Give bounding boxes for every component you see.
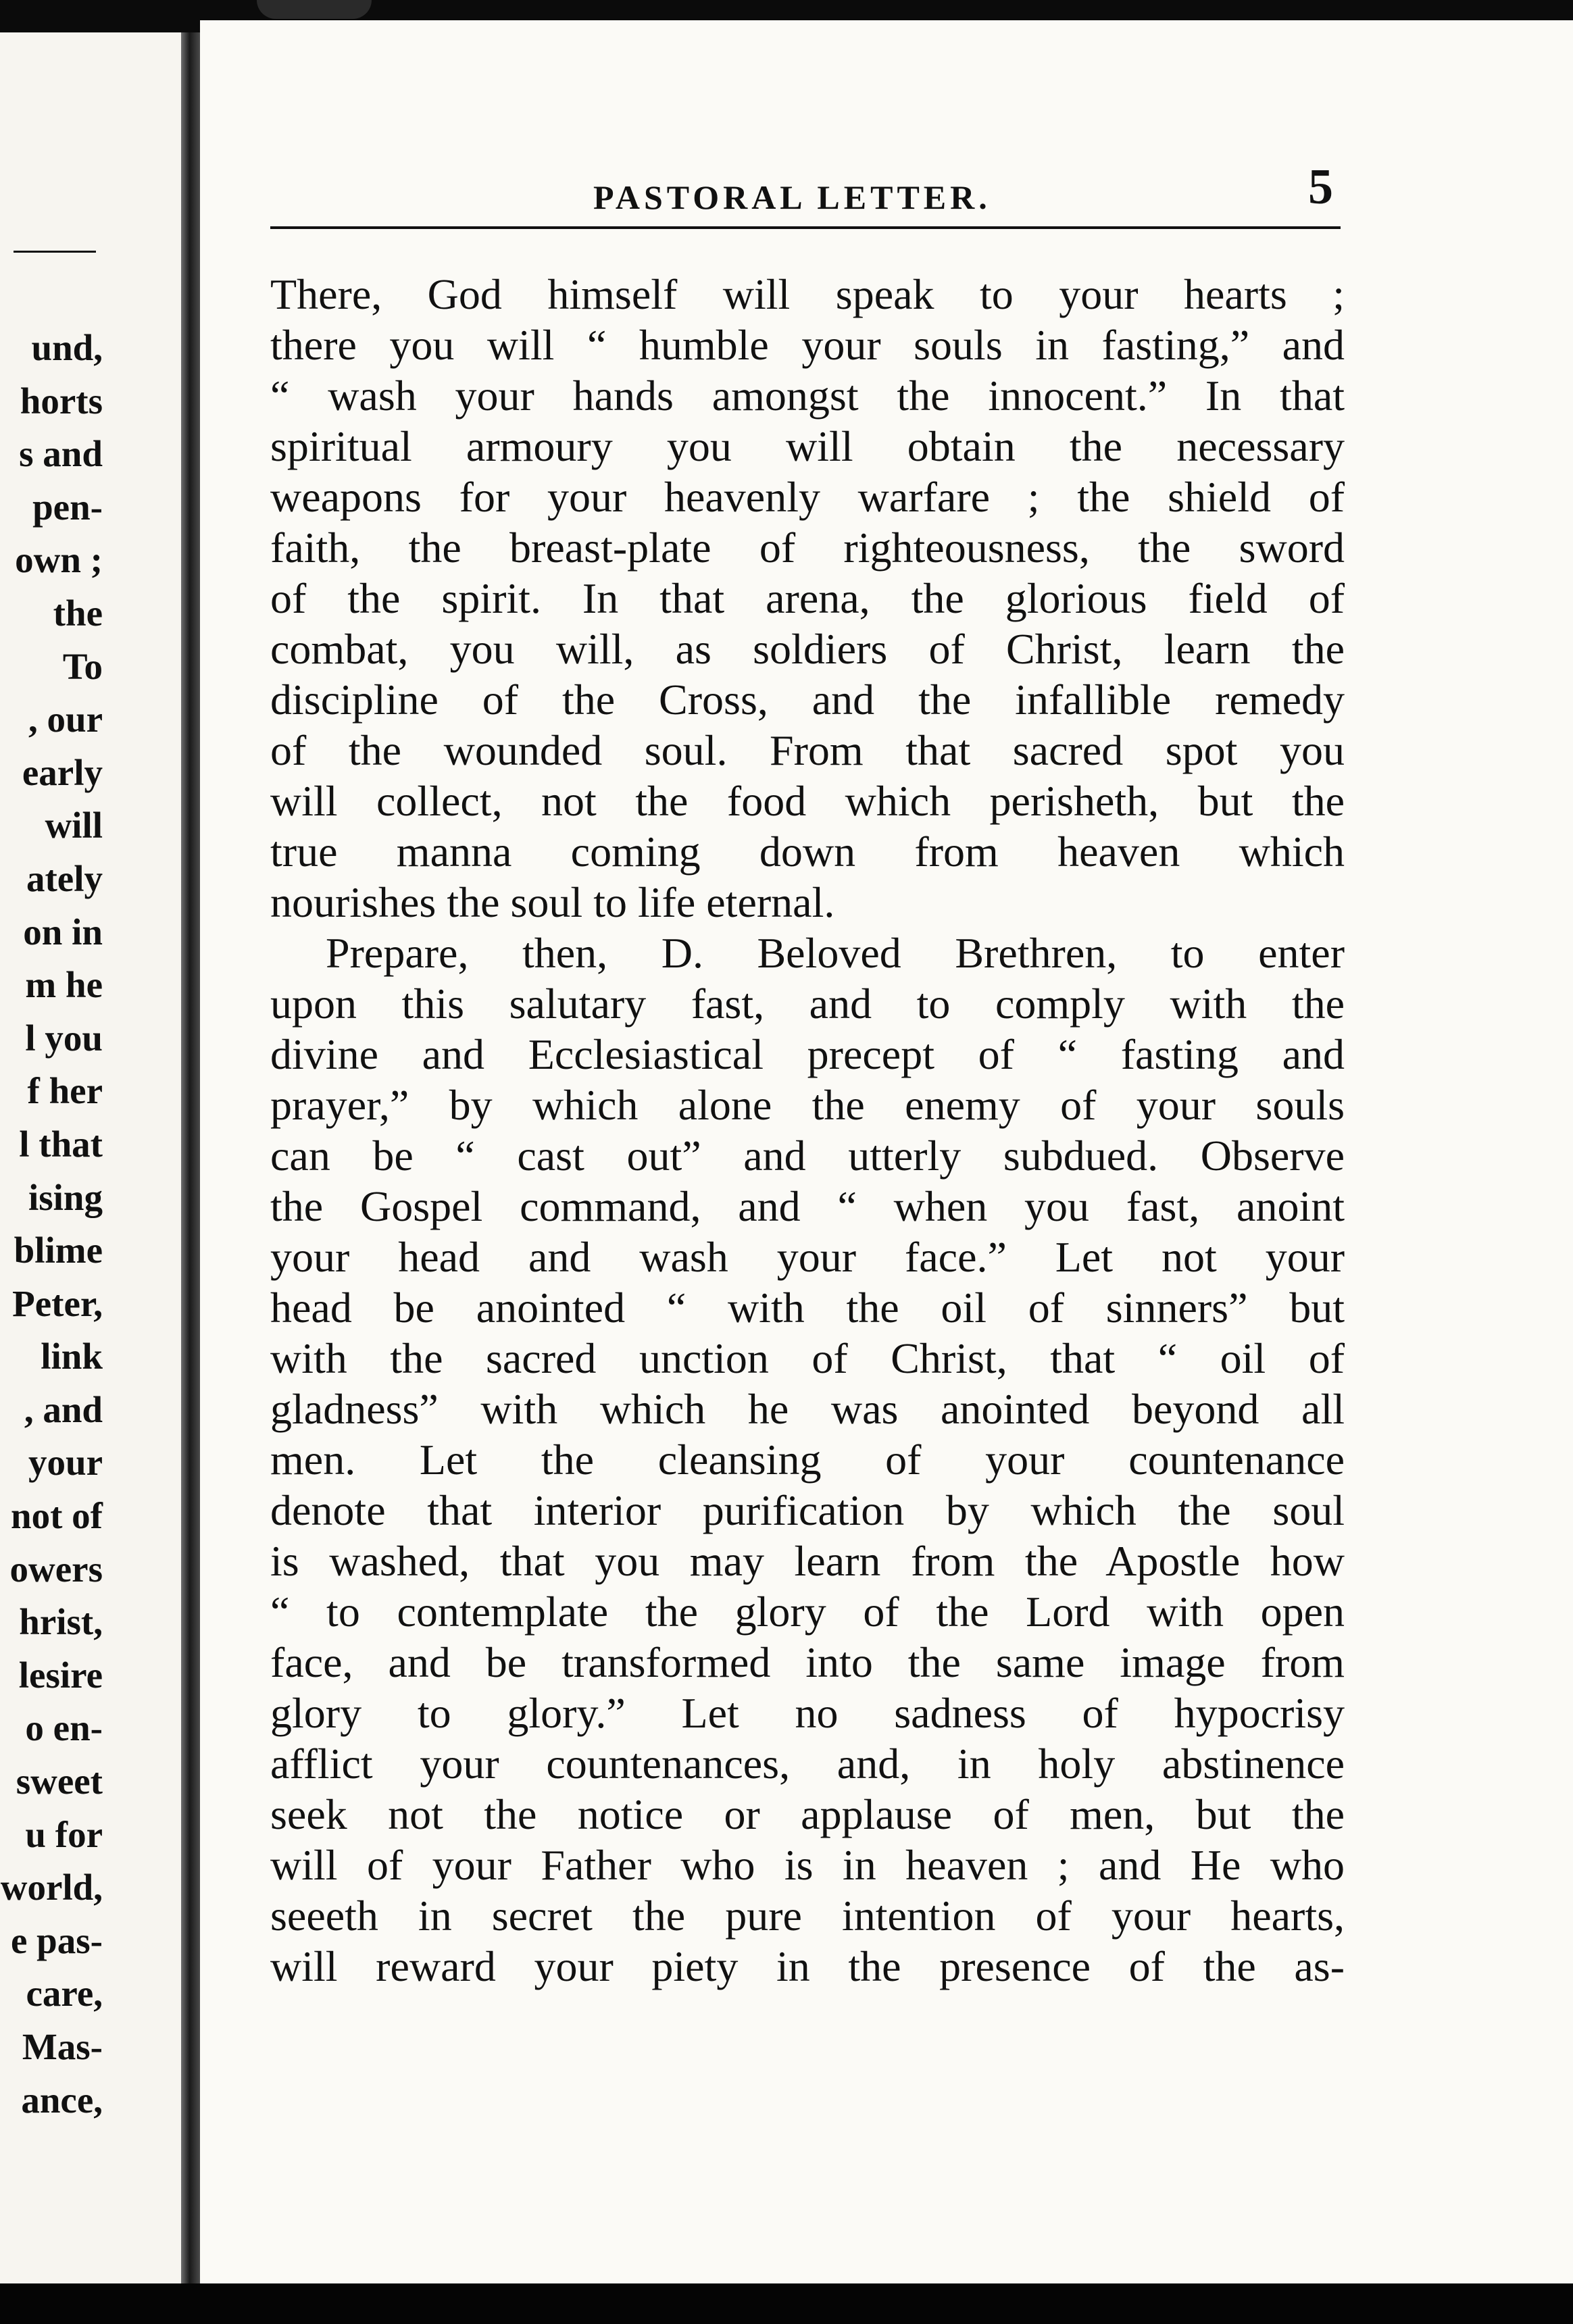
text-line: “ wash your hands amongst the innocent.” In that: [270, 372, 1345, 420]
text-line: will reward your piety in the presence of the as-: [270, 1942, 1345, 1990]
facing-line: e pas-: [11, 1919, 103, 1961]
facing-line: , our: [28, 699, 103, 740]
text-line: combat, you will, as soldiers of Christ, learn the: [270, 625, 1345, 673]
facing-line: m he: [25, 964, 103, 1006]
facing-line: , and: [24, 1388, 103, 1430]
text-line: afflict your countenances, and, in holy abstinence: [270, 1740, 1345, 1788]
facing-line: u for: [25, 1813, 103, 1855]
text-line: upon this salutary fast, and to comply with the: [270, 980, 1345, 1028]
text-line: there you will “ humble your souls in fasting,” and: [270, 321, 1345, 369]
body-text: [270, 269, 1345, 1992]
text-line: can be “ cast out” and utterly subdued. Observe: [270, 1132, 1345, 1180]
text-line: seek not the notice or applause of men, but the: [270, 1790, 1345, 1838]
text-line: discipline of the Cross, and the infallible remedy: [270, 676, 1345, 724]
facing-line: will: [45, 805, 103, 847]
facing-page-text: [0, 322, 103, 2127]
facing-line: link: [41, 1336, 103, 1378]
text-line: “ to contemplate the glory of the Lord with open: [270, 1588, 1345, 1636]
facing-line: Mas-: [22, 2026, 103, 2067]
facing-line: early: [22, 751, 103, 793]
text-line: is washed, that you may learn from the Apostle how: [270, 1537, 1345, 1585]
facing-line: o en-: [25, 1707, 103, 1749]
facing-line: on in: [23, 911, 103, 953]
text-line: spiritual armoury you will obtain the necessary: [270, 422, 1345, 470]
facing-line: horts: [20, 380, 103, 422]
text-line: the Gospel command, and “ when you fast, anoint: [270, 1182, 1345, 1230]
text-line: denote that interior purification by which the soul: [270, 1486, 1345, 1534]
running-head: PASTORAL LETTER.: [593, 178, 991, 216]
facing-line: ately: [26, 857, 103, 899]
facing-line: not of: [11, 1495, 103, 1537]
text-line: true manna coming down from heaven which: [270, 828, 1345, 876]
book-gutter: [181, 32, 200, 2324]
text-line: with the sacred unction of Christ, that “ oil of: [270, 1334, 1345, 1382]
facing-line: l you: [25, 1017, 103, 1059]
facing-line: own ;: [15, 539, 103, 581]
text-line: faith, the breast-plate of righteousness, the sword: [270, 524, 1345, 572]
facing-line: und,: [31, 327, 103, 368]
facing-line: pen-: [32, 486, 103, 528]
facing-line: owers: [9, 1548, 103, 1590]
facing-line: world,: [0, 1867, 103, 1909]
text-line: weapons for your heavenly warfare ; the shield of: [270, 473, 1345, 521]
text-line: your head and wash your face.” Let not your: [270, 1233, 1345, 1281]
scan-bottom-border: [0, 2283, 1573, 2324]
text-line: will collect, not the food which perisheth, but the: [270, 777, 1345, 825]
facing-line: ising: [28, 1176, 103, 1218]
page-header: [200, 159, 1573, 226]
text-line: nourishes the soul to life eternal.: [270, 878, 835, 926]
text-line: seeeth in secret the pure intention of your hearts,: [270, 1892, 1345, 1940]
text-line: will of your Father who is in heaven ; and He who: [270, 1841, 1345, 1889]
facing-line: s and: [19, 433, 103, 475]
facing-line: ance,: [21, 2079, 103, 2121]
page-number: 5: [1308, 159, 1333, 215]
facing-line: To: [62, 645, 103, 687]
text-line: Prepare, then, D. Beloved Brethren, to enter: [326, 929, 1345, 977]
facing-line: your: [28, 1442, 103, 1484]
text-line: glory to glory.” Let no sadness of hypocrisy: [270, 1689, 1345, 1737]
facing-line: f her: [27, 1070, 103, 1112]
text-line: gladness” with which he was anointed beyond all: [270, 1385, 1345, 1433]
ink-smudge: [257, 0, 372, 19]
text-line: men. Let the cleansing of your countenance: [270, 1436, 1345, 1484]
facing-line: Peter,: [12, 1282, 103, 1324]
paragraph: [270, 928, 1345, 1992]
header-rule: [270, 226, 1341, 229]
text-line: prayer,” by which alone the enemy of your souls: [270, 1081, 1345, 1129]
facing-line: blime: [14, 1230, 103, 1271]
text-line: head be anointed “ with the oil of sinners” but: [270, 1284, 1345, 1332]
text-line: of the spirit. In that arena, the glorious field of: [270, 574, 1345, 622]
text-line: face, and be transformed into the same image from: [270, 1638, 1345, 1686]
facing-page-fragment: [0, 32, 182, 2324]
facing-page-rule: [14, 251, 96, 253]
facing-line: care,: [26, 1973, 103, 2015]
facing-line: lesire: [18, 1654, 103, 1696]
facing-line: sweet: [16, 1761, 103, 1802]
page: [200, 20, 1573, 2283]
text-line: There, God himself will speak to your hearts ;: [270, 270, 1345, 318]
text-line: divine and Ecclesiastical precept of “ fasting and: [270, 1030, 1345, 1078]
facing-line: l that: [19, 1123, 103, 1165]
facing-line: hrist,: [19, 1601, 103, 1643]
text-line: of the wounded soul. From that sacred spot you: [270, 726, 1345, 774]
paragraph: [270, 269, 1345, 928]
facing-line: the: [53, 592, 103, 634]
